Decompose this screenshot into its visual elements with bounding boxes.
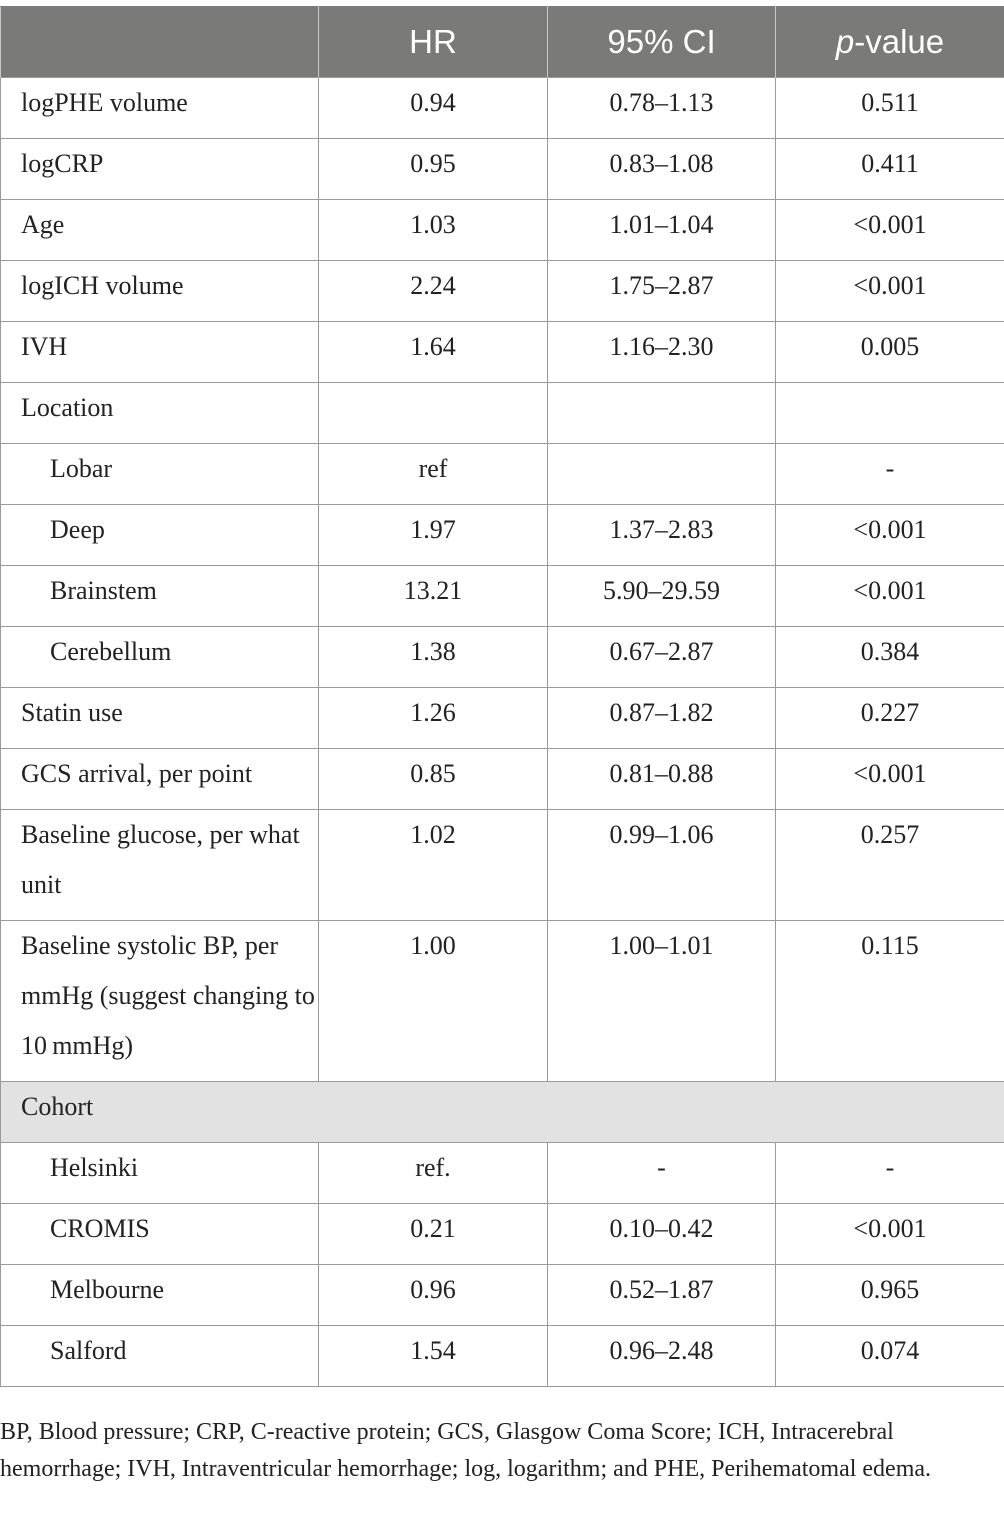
table-row [1, 505, 1004, 566]
row-p: 0.511 [776, 78, 1004, 139]
row-ci: 0.83–1.08 [548, 139, 776, 200]
row-p: <0.001 [776, 566, 1004, 627]
row-p: - [776, 1143, 1004, 1204]
row-ci: 0.78–1.13 [548, 78, 776, 139]
row-ci: 0.87–1.82 [548, 688, 776, 749]
row-hr: 1.54 [319, 1326, 548, 1387]
row-label: Statin use [1, 688, 319, 749]
row-hr: 0.85 [319, 749, 548, 810]
row-p: 0.411 [776, 139, 1004, 200]
table-row [1, 444, 1004, 505]
table-row [1, 921, 1004, 1082]
row-p: 0.074 [776, 1326, 1004, 1387]
row-ci [548, 444, 776, 505]
row-ci: 0.67–2.87 [548, 627, 776, 688]
row-hr: 2.24 [319, 261, 548, 322]
row-label: logPHE volume [1, 78, 319, 139]
row-hr: 13.21 [319, 566, 548, 627]
row-label: Deep [1, 505, 319, 566]
row-ci: 1.01–1.04 [548, 200, 776, 261]
row-label: Location [1, 383, 319, 444]
section-label: Cohort [1, 1082, 1004, 1143]
row-label: logCRP [1, 139, 319, 200]
header-variable [1, 7, 319, 78]
row-label: Brainstem [1, 566, 319, 627]
row-p [776, 383, 1004, 444]
row-ci: 0.52–1.87 [548, 1265, 776, 1326]
cohort-section-row [1, 1082, 1004, 1143]
row-hr: 1.38 [319, 627, 548, 688]
row-ci: 0.99–1.06 [548, 810, 776, 921]
table-row [1, 1326, 1004, 1387]
table-row [1, 1204, 1004, 1265]
row-label: Baseline glucose, per what unit [1, 810, 319, 921]
row-label: Baseline systolic BP, per mmHg (suggest changing to 10 mmHg) [1, 921, 319, 1082]
header-ci: 95% CI [548, 7, 776, 78]
row-hr: 1.97 [319, 505, 548, 566]
row-label: logICH volume [1, 261, 319, 322]
row-ci [548, 383, 776, 444]
row-label: Age [1, 200, 319, 261]
row-ci: 1.00–1.01 [548, 921, 776, 1082]
row-label: IVH [1, 322, 319, 383]
row-hr: 0.21 [319, 1204, 548, 1265]
table-row [1, 261, 1004, 322]
row-label: Lobar [1, 444, 319, 505]
row-p: <0.001 [776, 261, 1004, 322]
row-p: 0.257 [776, 810, 1004, 921]
row-hr: 0.94 [319, 78, 548, 139]
table-row [1, 322, 1004, 383]
row-ci: 1.16–2.30 [548, 322, 776, 383]
row-ci: 1.75–2.87 [548, 261, 776, 322]
row-hr [319, 383, 548, 444]
table-row [1, 200, 1004, 261]
row-ci: - [548, 1143, 776, 1204]
header-hr: HR [319, 7, 548, 78]
table-row [1, 78, 1004, 139]
table-row [1, 688, 1004, 749]
row-p: 0.384 [776, 627, 1004, 688]
header-p-italic: p [835, 23, 855, 60]
table-row [1, 810, 1004, 921]
row-p: 0.115 [776, 921, 1004, 1082]
row-label: Cerebellum [1, 627, 319, 688]
row-label: Helsinki [1, 1143, 319, 1204]
row-hr: 0.95 [319, 139, 548, 200]
row-hr: ref. [319, 1143, 548, 1204]
row-p: <0.001 [776, 1204, 1004, 1265]
table-row [1, 749, 1004, 810]
row-label: Melbourne [1, 1265, 319, 1326]
row-hr: 0.96 [319, 1265, 548, 1326]
header-p-value [776, 7, 1004, 78]
row-ci: 0.10–0.42 [548, 1204, 776, 1265]
row-label: GCS arrival, per point [1, 749, 319, 810]
row-p: <0.001 [776, 505, 1004, 566]
row-hr: 1.64 [319, 322, 548, 383]
table-row [1, 1265, 1004, 1326]
row-p: 0.227 [776, 688, 1004, 749]
table-row [1, 566, 1004, 627]
row-label: Salford [1, 1326, 319, 1387]
row-hr: 1.00 [319, 921, 548, 1082]
table-row [1, 139, 1004, 200]
row-hr: ref [319, 444, 548, 505]
row-ci: 1.37–2.83 [548, 505, 776, 566]
row-hr: 1.03 [319, 200, 548, 261]
row-p: 0.965 [776, 1265, 1004, 1326]
row-p: - [776, 444, 1004, 505]
row-ci: 0.81–0.88 [548, 749, 776, 810]
row-hr: 1.02 [319, 810, 548, 921]
row-p: 0.005 [776, 322, 1004, 383]
header-p-rest: -value [854, 23, 945, 60]
row-ci: 0.96–2.48 [548, 1326, 776, 1387]
row-ci: 5.90–29.59 [548, 566, 776, 627]
row-p: <0.001 [776, 200, 1004, 261]
table-header-row [1, 7, 1004, 78]
table-footnote: BP, Blood pressure; CRP, C-reactive protein; GCS, Glasgow Coma Score; ICH, Intracerebral hemorrhage; IVH, Intraventricular hemorrhage; log, logarithm; and PHE, Perihematomal edema. [0, 1419, 932, 1482]
hazard-ratio-table [0, 6, 1004, 1387]
table-row [1, 383, 1004, 444]
table-row [1, 627, 1004, 688]
table-row [1, 1143, 1004, 1204]
row-hr: 1.26 [319, 688, 548, 749]
row-p: <0.001 [776, 749, 1004, 810]
row-label: CROMIS [1, 1204, 319, 1265]
